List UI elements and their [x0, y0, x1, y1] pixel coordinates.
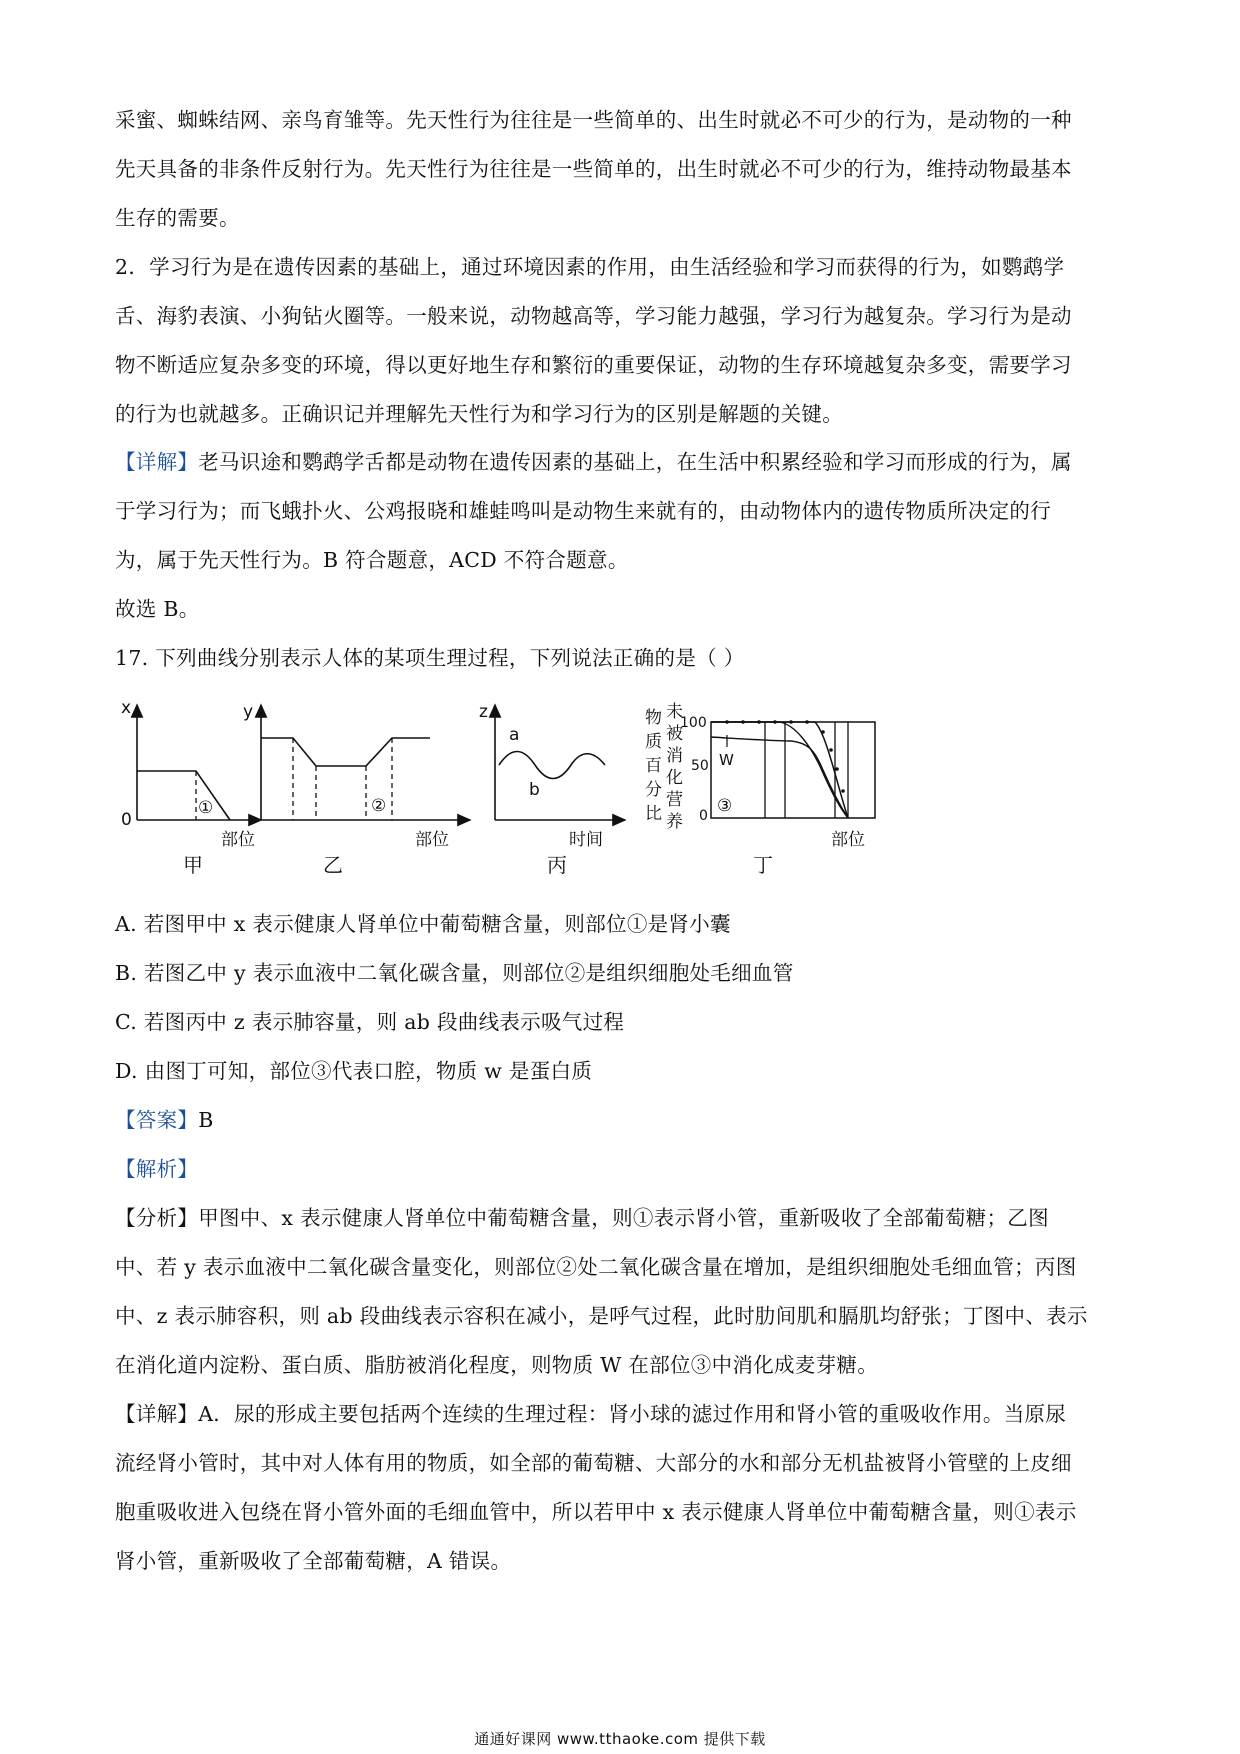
page-footer: 通通好课网 www.tthaoke.com 提供下载	[474, 1730, 766, 1748]
svg-text:被: 被	[666, 724, 683, 744]
text-line: 【分析】甲图中、x 表示健康人肾单位中葡萄糖含量，则①表示肾小管，重新吸收了全部葡萄糖；乙图	[115, 1206, 1049, 1230]
text-line: 【详解】老马识途和鹦鹉学舌都是动物在遗传因素的基础上，在生活中积累经验和学习而形成的行为，属	[115, 450, 1072, 474]
detail-tag: 【详解】	[115, 450, 199, 474]
ding-ylabel-col1	[645, 708, 662, 824]
detail-subtag: 【详解】	[115, 1402, 199, 1426]
jia-axis-x: 部位	[221, 830, 255, 850]
jia-axis-y: x	[121, 698, 132, 718]
answer-value: B	[198, 1108, 214, 1132]
ding-tick-100: 100	[680, 715, 707, 731]
text-line: 舌、海豹表演、小狗钻火圈等。一般来说，动物越高等，学习能力越强，学习行为越复杂。学习行为是动	[115, 304, 1072, 328]
text-line: 采蜜、蜘蛛结网、亲鸟育雏等。先天性行为往往是一些简单的、出生时就必不可少的行为，是动物的一种	[115, 108, 1072, 132]
text-line: 物不断适应复杂多变的环境，得以更好地生存和繁衍的重要保证，动物的生存环境越复杂多变，需要学习	[115, 353, 1072, 377]
svg-text:消: 消	[666, 746, 683, 766]
svg-text:质: 质	[645, 732, 662, 752]
svg-text:化: 化	[666, 768, 683, 788]
jia-marker: ①	[198, 798, 214, 818]
option-a: A. 若图甲中 x 表示健康人肾单位中葡萄糖含量，则部位①是肾小囊	[115, 912, 731, 936]
figure-jia	[121, 698, 261, 877]
svg-text:比: 比	[645, 804, 662, 824]
option-c: C. 若图丙中 z 表示肺容量，则 ab 段曲线表示吸气过程	[115, 1010, 625, 1034]
text-line: 于学习行为；而飞蛾扑火、公鸡报晓和雄蛙鸣叫是动物生来就有的，由动物体内的遗传物质所决定的行	[115, 499, 1051, 523]
intro-paragraph	[115, 96, 1127, 243]
option-b: B. 若图乙中 y 表示血液中二氧化碳含量，则部位②是组织细胞处毛细血管	[115, 961, 794, 985]
detail-paragraph-1	[115, 438, 1127, 585]
bing-label-a: a	[509, 725, 520, 745]
yi-caption: 乙	[323, 853, 343, 877]
bing-label-b: b	[529, 780, 540, 800]
svg-text:百: 百	[645, 756, 662, 776]
svg-text:未: 未	[666, 702, 683, 722]
bing-axis-x: 时间	[569, 830, 603, 850]
text-line: 中、若 y 表示血液中二氧化碳含量变化，则部位②处二氧化碳含量在增加，是组织细胞处毛细血管；丙图	[115, 1255, 1077, 1279]
detail-paragraph-2	[115, 1390, 1127, 1586]
bing-caption: 丙	[547, 853, 567, 877]
ding-axis-x: 部位	[831, 830, 865, 850]
answer-line	[115, 1096, 1127, 1145]
ding-caption: 丁	[753, 853, 773, 877]
options-list	[115, 900, 1127, 1096]
analysis-heading	[115, 1145, 1127, 1194]
analysis-subtag: 【分析】	[115, 1206, 199, 1230]
analysis-tag: 【解析】	[115, 1157, 199, 1181]
text-line: 流经肾小管时，其中对人体有用的物质，如全部的葡萄糖、大部分的水和部分无机盐被肾小管壁的上皮细	[115, 1451, 1072, 1475]
ding-marker: ③	[717, 796, 733, 816]
option-d: D. 由图丁可知，部位③代表口腔，物质 w 是蛋白质	[115, 1059, 593, 1083]
ding-tick-0: 0	[699, 808, 708, 824]
yi-axis-y: y	[243, 702, 254, 722]
text-line: 生存的需要。	[115, 206, 240, 230]
text-line: 先天具备的非条件反射行为。先天性行为往往是一些简单的，出生时就必不可少的行为，维持动物最基本	[115, 157, 1072, 181]
svg-text:物: 物	[645, 708, 662, 728]
text-line: 为，属于先天性行为。B 符合题意，ACD 不符合题意。	[115, 548, 629, 572]
jia-origin: 0	[121, 810, 132, 830]
figure-group-svg	[115, 695, 995, 885]
figure-yi	[243, 702, 470, 877]
analysis-paragraph	[115, 1194, 1127, 1390]
text-line: 【详解】A．尿的形成主要包括两个连续的生理过程：肾小球的滤过作用和肾小管的重吸收作用。当原尿	[115, 1402, 1067, 1426]
physiology-figures	[115, 695, 995, 885]
text-line: 肾小管，重新吸收了全部葡萄糖，A 错误。	[115, 1549, 512, 1573]
yi-axis-x: 部位	[415, 830, 449, 850]
svg-text:分: 分	[645, 780, 662, 800]
figure-bing	[479, 702, 625, 877]
text-line: 在消化道内淀粉、蛋白质、脂肪被消化程度，则物质 W 在部位③中消化成麦芽糖。	[115, 1353, 879, 1377]
question-17: 17. 下列曲线分别表示人体的某项生理过程，下列说法正确的是（ ）	[115, 646, 745, 670]
text-line: 的行为也就越多。正确识记并理解先天性行为和学习行为的区别是解题的关键。	[115, 402, 843, 426]
answer-tag: 【答案】	[115, 1108, 199, 1132]
ding-curve-label: W	[719, 751, 734, 769]
ding-tick-50: 50	[691, 758, 709, 774]
bing-axis-y: z	[479, 702, 488, 722]
figure-ding	[645, 702, 875, 877]
text-line: 胞重吸收进入包绕在肾小管外面的毛细血管中，所以若甲中 x 表示健康人肾单位中葡萄糖含量，则①表示	[115, 1500, 1077, 1524]
point-2-paragraph	[115, 243, 1127, 439]
text-line: 2．学习行为是在遗传因素的基础上，通过环境因素的作用，由生活经验和学习而获得的行为，如鹦鹉学	[115, 255, 1065, 279]
svg-text:养: 养	[666, 812, 683, 832]
jia-caption: 甲	[183, 853, 203, 877]
conclusion-1: 故选 B。	[115, 597, 200, 621]
text-line: 中、z 表示肺容积，则 ab 段曲线表示容积在减小，是呼气过程，此时肋间肌和膈肌均舒张；丁图中、表示	[115, 1304, 1088, 1328]
yi-marker: ②	[371, 796, 387, 816]
svg-text:营: 营	[666, 790, 683, 810]
